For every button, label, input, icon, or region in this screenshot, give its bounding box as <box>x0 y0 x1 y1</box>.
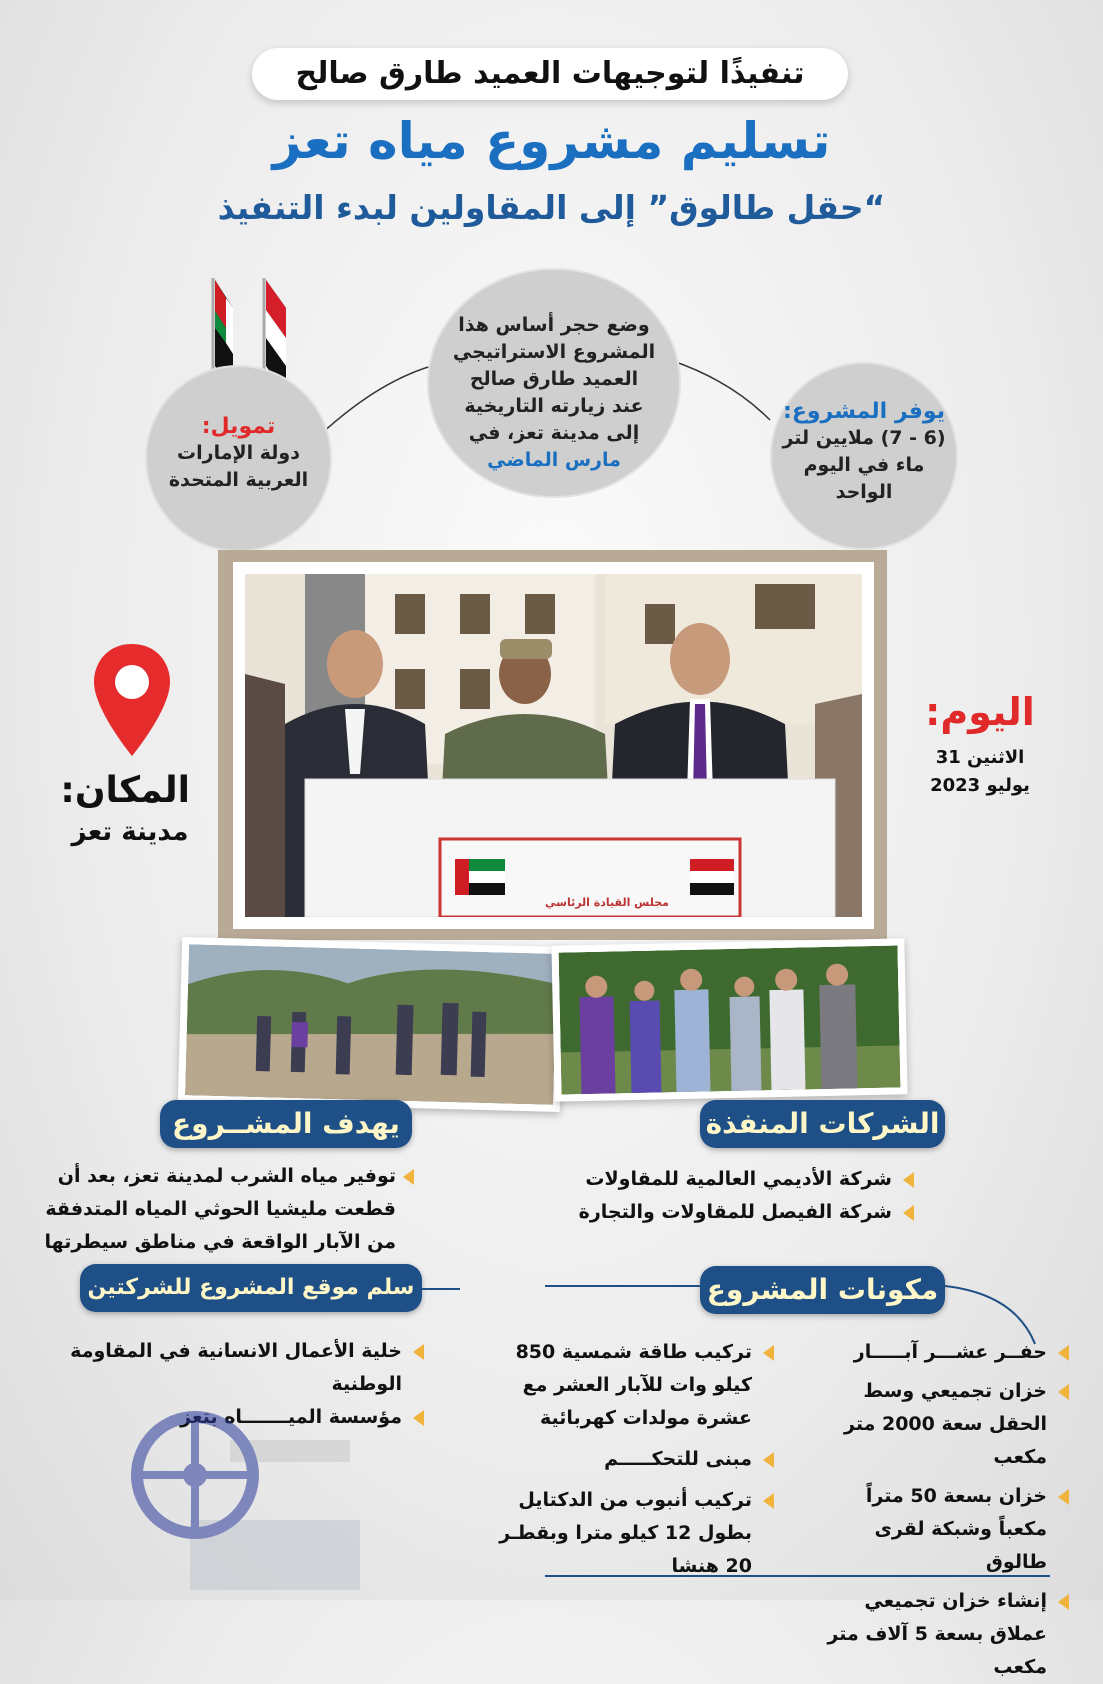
main-photo <box>233 562 874 929</box>
capacity-line: الواحد <box>835 481 893 503</box>
components-left-list <box>490 1336 780 1583</box>
divider-line <box>420 1288 460 1290</box>
capacity-line: (6 - 7) ملايين لتر <box>782 427 946 449</box>
location-pin-icon <box>90 640 174 760</box>
info-circle-capacity <box>770 362 958 550</box>
goal-title: يهدف المشــروع <box>160 1100 412 1148</box>
capacity-heading: يوفر المشروع: <box>783 399 945 424</box>
component-item: إنشاء خزان تجميعي عملاق بسعة 5 آلاف متر مكعب <box>820 1585 1075 1684</box>
site-item: مؤسسة الميـــــــاه بتعز <box>20 1401 430 1434</box>
ceremony-photo <box>245 574 862 917</box>
component-item: تركيب طاقة شمسية 850 كيلو وات للآبار العشر مع عشرة مولدات كهربائية <box>490 1336 780 1435</box>
component-item: حفــر عشـــر آبـــــار <box>820 1336 1075 1369</box>
place-label: المكان: <box>60 770 190 811</box>
components-right-list <box>820 1336 1075 1684</box>
site-title: سلم موقع المشروع للشركتين <box>80 1264 422 1312</box>
center-line: المشروع الاستراتيجي <box>452 341 656 363</box>
component-item: خزان تجميعي وسط الحقل سعة 2000 متر مكعب <box>820 1375 1075 1474</box>
goal-line: توفير مياه الشرب لمدينة تعز، بعد أن <box>40 1160 420 1193</box>
company-item: شركة الأديمي العالمية للمقاولات <box>560 1163 920 1196</box>
capacity-line: ماء في اليوم <box>803 454 925 476</box>
component-item: تركيب أنبوب من الدكتايل بطول 12 كيلو مترا وبقطـر 20 هنشا <box>490 1484 780 1583</box>
place-value: مدينة تعز <box>71 817 189 847</box>
goal-text <box>40 1160 420 1259</box>
center-line: وضع حجر أساس هذا <box>458 314 650 336</box>
plaque-text: مجلس القيادة الرئاسي <box>545 896 669 909</box>
goal-line: قطعت مليشيا الحوثي المياه المتدفقة <box>45 1198 396 1220</box>
center-highlight: مارس الماضي <box>487 449 621 471</box>
center-line: عند زيارته التاريخية <box>464 395 644 417</box>
info-circle-funding <box>145 365 332 552</box>
funding-heading: تمويل: <box>201 414 276 439</box>
day-label: اليوم: <box>925 690 1035 734</box>
funding-line: العربية المتحدة <box>168 469 309 491</box>
goal-line: من الآبار الواقعة في مناطق سيطرتها <box>44 1231 396 1253</box>
site-photo-2 <box>551 938 907 1101</box>
companies-title: الشركات المنفذة <box>700 1100 945 1148</box>
company-item: شركة الفيصل للمقاولات والتجارة <box>560 1196 920 1229</box>
day-line-2: يوليو 2023 <box>930 775 1030 796</box>
day-line-1: الاثنين 31 <box>935 747 1025 768</box>
site-photo-1 <box>178 937 564 1112</box>
info-circle-center <box>427 268 681 498</box>
component-item: مبنى للتحكـــــم <box>490 1443 780 1476</box>
funding-line: دولة الإمارات <box>177 442 300 464</box>
main-title: تسليم مشروع مياه تعز <box>272 112 831 170</box>
site-item: خلية الأعمال الانسانية في المقاومة الوطنية <box>20 1335 430 1401</box>
site-photo-2-image <box>559 945 901 1094</box>
subtitle: “حقل طالوق” إلى المقاولين لبدء التنفيذ <box>217 188 886 227</box>
components-title: مكونات المشروع <box>700 1266 945 1314</box>
valve-icon <box>120 1400 380 1590</box>
component-item: خزان بسعة 50 متراً مكعباً وشبكة لقرى طالوق <box>820 1480 1075 1579</box>
companies-list <box>560 1163 920 1229</box>
site-photo-1-image <box>185 944 557 1105</box>
top-banner: تنفيذًا لتوجيهات العميد طارق صالح <box>252 48 848 100</box>
center-line: العميد طارق صالح <box>469 368 639 390</box>
center-line: إلى مدينة تعز، في <box>468 422 640 444</box>
